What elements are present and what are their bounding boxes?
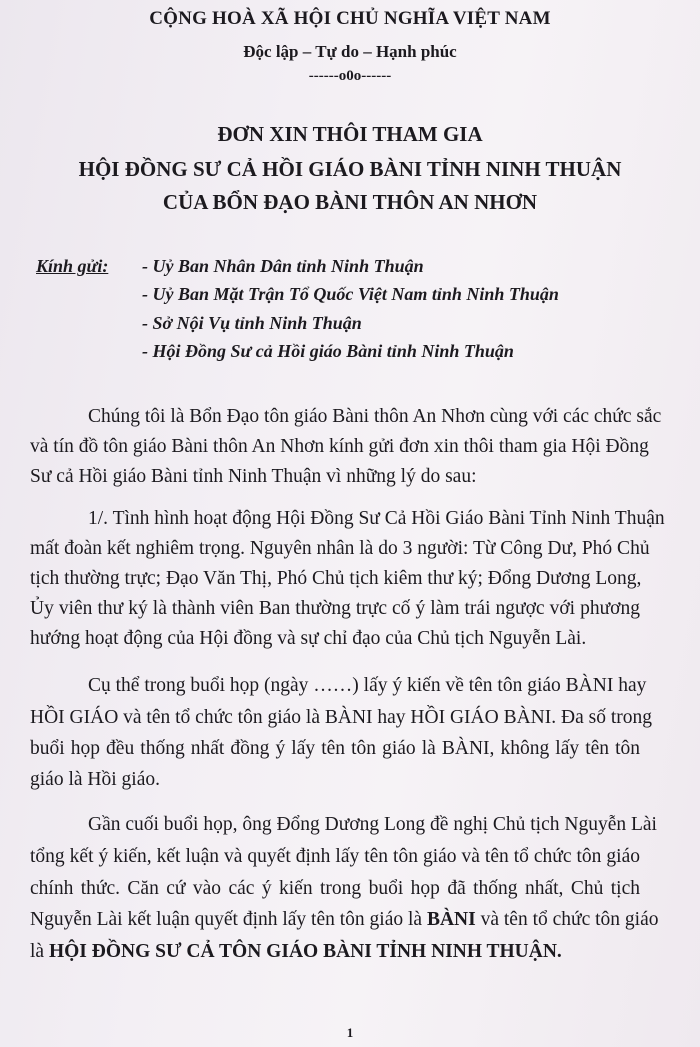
body-line	[30, 908, 659, 932]
body-text: Nguyễn Lài kết luận quyết định lấy tên tôn giáo là	[30, 909, 427, 930]
body-line: giáo là Hồi giáo.	[30, 769, 160, 790]
body-line: Ủy viên thư ký là thành viên Ban thường trực cố ý làm trái ngược với phương	[30, 598, 640, 619]
body-line: Sư cả Hồi giáo Bàni tỉnh Ninh Thuận vì những lý do sau:	[30, 466, 477, 487]
header-separator: ------o0o------	[308, 68, 392, 84]
body-line: Cụ thể trong buổi họp (ngày ……) lấy ý kiến về tên tôn giáo BÀNI hay	[88, 675, 647, 696]
recipients-label: Kính gửi:	[36, 256, 109, 276]
body-text: là	[30, 941, 49, 962]
body-line: buổi họp đều thống nhất đồng ý lấy tên tôn giáo là BÀNI, không lấy tên tôn	[30, 738, 640, 759]
recipient-item: - Uỷ Ban Mặt Trận Tổ Quốc Việt Nam tỉnh Ninh Thuận	[142, 284, 559, 304]
body-line: và tín đồ tôn giáo Bàni thôn An Nhơn kính gửi đơn xin thôi tham gia Hội Đồng	[30, 436, 649, 457]
recipient-item: - Sở Nội Vụ tỉnh Ninh Thuận	[142, 313, 362, 333]
national-title: CỘNG HOÀ XÃ HỘI CHỦ NGHĨA VIỆT NAM	[149, 8, 551, 29]
national-motto: Độc lập – Tự do – Hạnh phúc	[243, 42, 457, 61]
body-line: HỒI GIÁO và tên tổ chức tôn giáo là BÀNI hay HỒI GIÁO BÀNI. Đa số trong	[30, 707, 652, 728]
document-title-line-3: CỦA BỔN ĐẠO BÀNI THÔN AN NHƠN	[162, 190, 538, 214]
document-title-line-2: HỘI ĐỒNG SƯ CẢ HỒI GIÁO BÀNI TỈNH NINH THUẬN	[78, 157, 622, 181]
body-line: mất đoàn kết nghiêm trọng. Nguyên nhân là do 3 người: Từ Công Dư, Phó Chủ	[30, 538, 650, 559]
body-line: hướng hoạt động của Hội đồng và sự chỉ đạo của Chủ tịch Nguyễn Lài.	[30, 628, 587, 649]
body-line	[30, 940, 640, 964]
body-line: tịch thường trực; Đạo Văn Thị, Phó Chủ tịch kiêm thư ký; Đổng Dương Long,	[30, 568, 642, 589]
body-line: Gần cuối buổi họp, ông Đổng Dương Long đề nghị Chủ tịch Nguyễn Lài	[88, 814, 657, 835]
body-line: Chúng tôi là Bổn Đạo tôn giáo Bàni thôn An Nhơn cùng với các chức sắc	[88, 406, 662, 427]
recipient-item: - Uỷ Ban Nhân Dân tỉnh Ninh Thuận	[142, 256, 424, 276]
body-line: tổng kết ý kiến, kết luận và quyết định lấy tên tôn giáo và tên tổ chức tôn giáo	[30, 846, 640, 867]
body-line: 1/. Tình hình hoạt động Hội Đồng Sư Cả Hồi Giáo Bàni Tỉnh Ninh Thuận	[88, 508, 665, 529]
religion-name-emphasis: BÀNI	[426, 909, 476, 930]
body-text: và tên tổ chức tôn giáo	[475, 909, 659, 930]
page-number: 1	[346, 1025, 354, 1040]
organization-name-emphasis: HỘI ĐỒNG SƯ CẢ TÔN GIÁO BÀNI TỈNH NINH THUẬN.	[48, 941, 562, 962]
document-title-line-1: ĐƠN XIN THÔI THAM GIA	[217, 122, 483, 146]
recipient-item: - Hội Đồng Sư cả Hồi giáo Bàni tỉnh Ninh Thuận	[142, 341, 514, 361]
body-line: chính thức. Căn cứ vào các ý kiến trong buổi họp đã thống nhất, Chủ tịch	[30, 878, 640, 899]
